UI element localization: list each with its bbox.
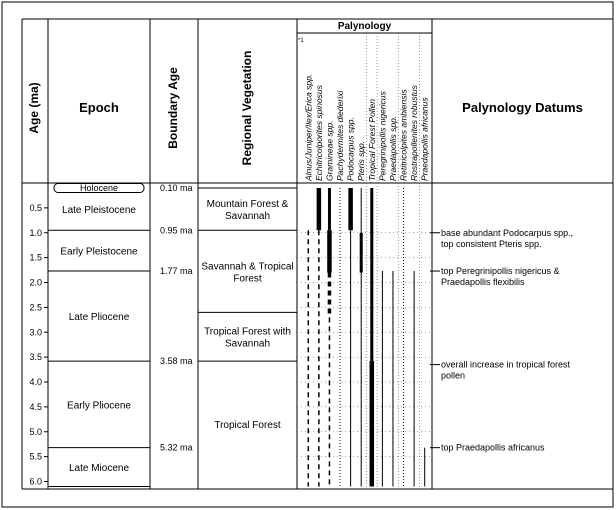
vegetation-label: Tropical Forest <box>214 419 281 431</box>
footnote-mark: *1 <box>298 38 304 44</box>
age-tick-label: 4.5 <box>29 401 42 412</box>
datum-label: base abundant Podocarpus spp., <box>441 227 574 238</box>
taxon-name: Echitricolporites spinosus <box>313 85 324 181</box>
taxon-name: Pteris spp. <box>356 140 367 181</box>
age-tick-label: 3.0 <box>29 327 42 338</box>
palynology-datums-column-header: Palynology Datums <box>462 100 583 115</box>
age-tick-label: 1.5 <box>29 252 42 263</box>
age-tick-label: 3.5 <box>29 352 42 363</box>
taxon-name: Praedapollis spp. <box>387 115 398 181</box>
epoch-column-header: Epoch <box>79 100 119 115</box>
regional-vegetation-column-header: Regional Vegetation <box>240 50 255 166</box>
taxon-name: Gramineae spp. <box>324 120 335 181</box>
vegetation-label: Savannah & Tropical Forest <box>201 261 294 285</box>
age-tick-label: 2.0 <box>29 277 42 288</box>
datum-label: Praedapollis flexibilis <box>441 277 525 288</box>
palynology-title: Palynology <box>337 21 392 32</box>
epoch-label: Early Pliocene <box>67 400 131 412</box>
boundary-age-column-header: Boundary Age <box>166 67 181 149</box>
age-tick-label: 0.5 <box>29 202 42 213</box>
age-tick-label: 5.0 <box>29 426 42 437</box>
epoch-label: Late Miocene <box>68 463 130 475</box>
age-tick-label: 4.0 <box>29 377 42 387</box>
age-tick-label: 2.5 <box>29 302 42 313</box>
taxon-name: Tropical Forest Pollen <box>366 98 377 181</box>
datum-label: top consistent Pteris spp. <box>441 238 542 249</box>
age-tick-label: 6.0 <box>29 476 42 487</box>
taxon-name: Retitricolpites ambiensis <box>398 89 409 181</box>
age-column-header: Age (ma) <box>27 82 42 134</box>
taxon-name: Peregrinipollis nigericus <box>377 91 388 181</box>
taxon-name: Alnus/Juniper/Ilex/Erica spp. <box>303 73 314 181</box>
boundary-age-label: 0.10 ma <box>160 182 193 193</box>
age-tick-label: 5.5 <box>29 451 42 462</box>
epoch-label: Holocene <box>79 183 119 193</box>
datum-label: pollen <box>441 370 466 381</box>
vegetation-label: Tropical Forest with Savannah <box>204 326 291 350</box>
boundary-age-label: 1.77 ma <box>160 266 193 277</box>
taxon-name: Praedapollis africanus <box>419 97 430 181</box>
boundary-age-label: 3.58 ma <box>160 356 193 367</box>
boundary-age-label: 5.32 ma <box>160 442 193 453</box>
datum-label: top Praedapollis africanus <box>441 442 545 453</box>
taxon-name: Pachydermites diederixi <box>335 90 346 181</box>
datum-label: top Peregrinipollis nigericus & <box>441 266 560 277</box>
vegetation-label: Mountain Forest & Savannah <box>206 199 289 223</box>
boundary-age-label: 0.95 ma <box>160 225 193 236</box>
datum-label: overall increase in tropical forest <box>441 359 571 370</box>
taxon-name: Podocarpus spp. <box>345 117 356 181</box>
epoch-label: Early Pleistocene <box>60 246 138 258</box>
epoch-label: Late Pliocene <box>68 312 130 324</box>
epoch-label: Late Pleistocene <box>62 205 136 217</box>
taxon-name: Rostrapollenites robustus <box>409 85 420 181</box>
age-tick-label: 1.0 <box>29 227 42 238</box>
